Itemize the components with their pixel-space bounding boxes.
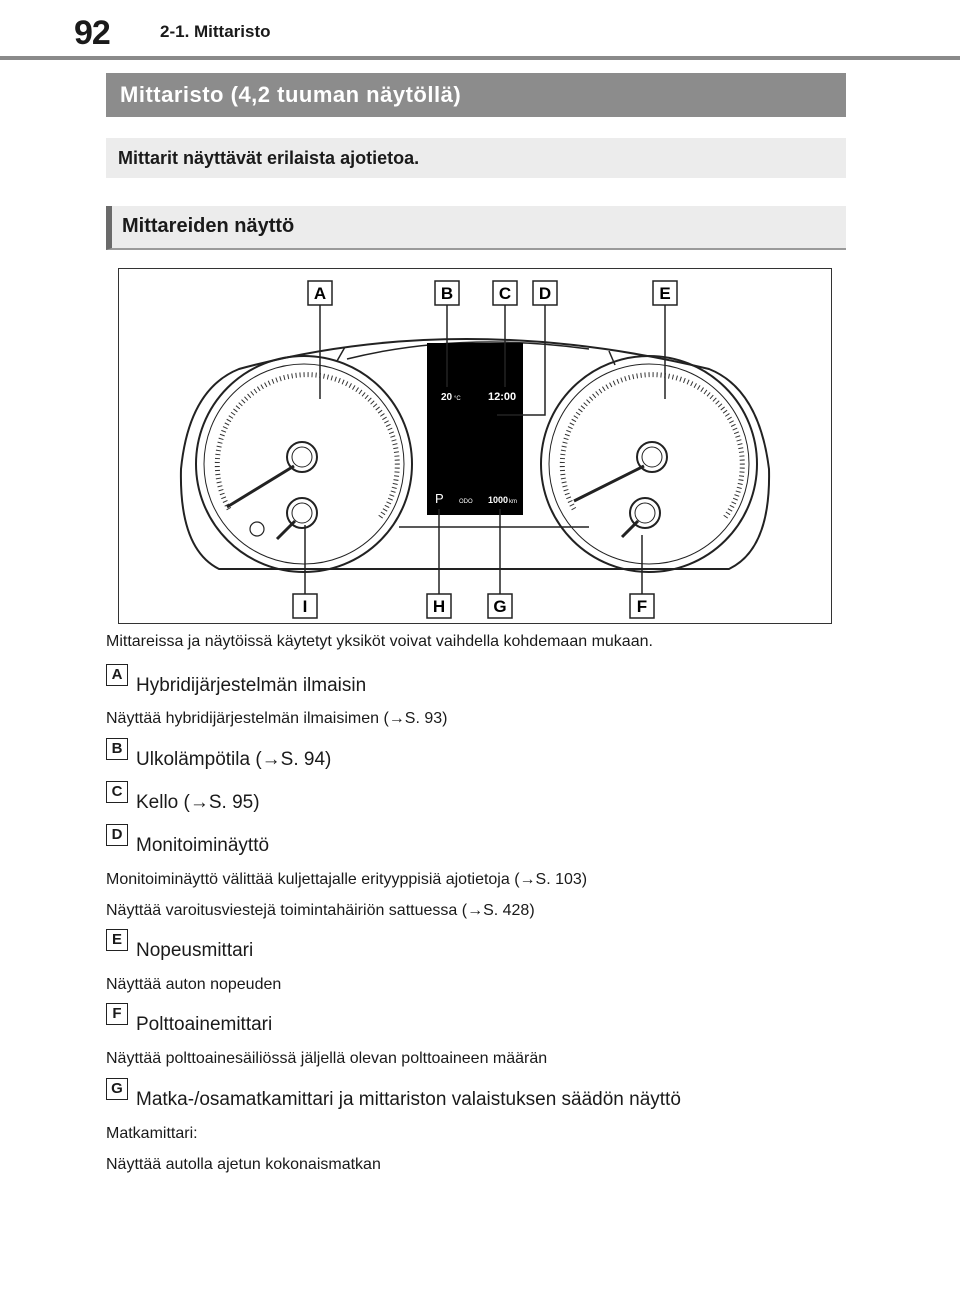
item-title: Monitoiminäyttö [136, 835, 270, 856]
item-a [106, 666, 367, 698]
item-d [106, 826, 270, 858]
item-c [106, 783, 260, 815]
item-e-description: Näyttää auton nopeuden [106, 976, 282, 993]
item-g [106, 1080, 681, 1112]
item-badge: A [106, 664, 128, 686]
item-badge: E [106, 929, 128, 951]
screen-odo-unit: km [509, 499, 517, 505]
screen-odo-label: ODO [459, 499, 473, 505]
screen-clock: 12:00 [488, 391, 517, 403]
item-g-description-2: Näyttää autolla ajetun kokonaismatkan [106, 1156, 381, 1173]
callout-h: H [432, 597, 446, 616]
item-badge: D [106, 824, 128, 846]
item-d-description-2: Näyttää varoitusviestejä toimintahäiriön sattuessa (→S. 428) [106, 902, 535, 919]
main-title: Mittaristo (4,2 tuuman näytöllä) [106, 73, 846, 117]
item-badge: C [106, 781, 128, 803]
instrument-cluster-figure [118, 268, 832, 624]
callout-b: B [440, 284, 454, 303]
instrument-cluster-illustration [119, 269, 833, 625]
units-note: Mittareissa ja näytöissä käytetyt yksiköt voivat vaihdella kohdemaan mukaan. [106, 633, 653, 650]
callout-g: G [493, 597, 507, 616]
item-b [106, 740, 332, 772]
item-title: Polttoainemittari [136, 1014, 273, 1035]
item-title: Nopeusmittari [136, 940, 254, 961]
item-badge: F [106, 1003, 128, 1025]
callout-f: F [636, 597, 648, 616]
callout-c: C [498, 284, 512, 303]
item-f [106, 1005, 273, 1037]
item-g-description-1: Matkamittari: [106, 1125, 198, 1142]
multi-information-display [427, 343, 523, 515]
item-d-description-1: Monitoiminäyttö välittää kuljettajalle erityyppisiä ajotietoja (→S. 103) [106, 871, 588, 888]
item-e [106, 931, 254, 963]
item-title: Kello (→S. 95) [136, 792, 260, 813]
section-title: Mittareiden näyttö [106, 206, 846, 250]
item-title: Ulkolämpötila (→S. 94) [136, 749, 332, 770]
item-title: Hybridijärjestelmän ilmaisin [136, 675, 367, 696]
hybrid-system-gauge [196, 356, 412, 572]
callout-d: D [538, 284, 552, 303]
screen-odo-value: 1000 [488, 495, 509, 505]
screen-temperature-unit: °C [454, 396, 461, 402]
intro-box: Mittarit näyttävät erilaista ajotietoa. [106, 138, 846, 178]
item-badge: B [106, 738, 128, 760]
callout-i: I [302, 597, 308, 616]
item-a-description: Näyttää hybridijärjestelmän ilmaisimen (→S. 93) [106, 710, 448, 727]
item-badge: G [106, 1078, 128, 1100]
screen-gear: P [435, 491, 444, 506]
item-f-description: Näyttää polttoainesäiliössä jäljellä olevan polttoaineen määrän [106, 1050, 548, 1067]
header-divider [0, 56, 960, 60]
page-number: 92 [74, 14, 110, 52]
screen-temperature: 20 [441, 392, 453, 403]
chapter-title: 2-1. Mittaristo [160, 22, 271, 41]
callout-e: E [659, 284, 671, 303]
callout-a: A [313, 284, 327, 303]
item-title: Matka-/osamatkamittari ja mittariston valaistuksen säädön näyttö [136, 1089, 681, 1110]
speedometer-gauge [541, 356, 757, 572]
